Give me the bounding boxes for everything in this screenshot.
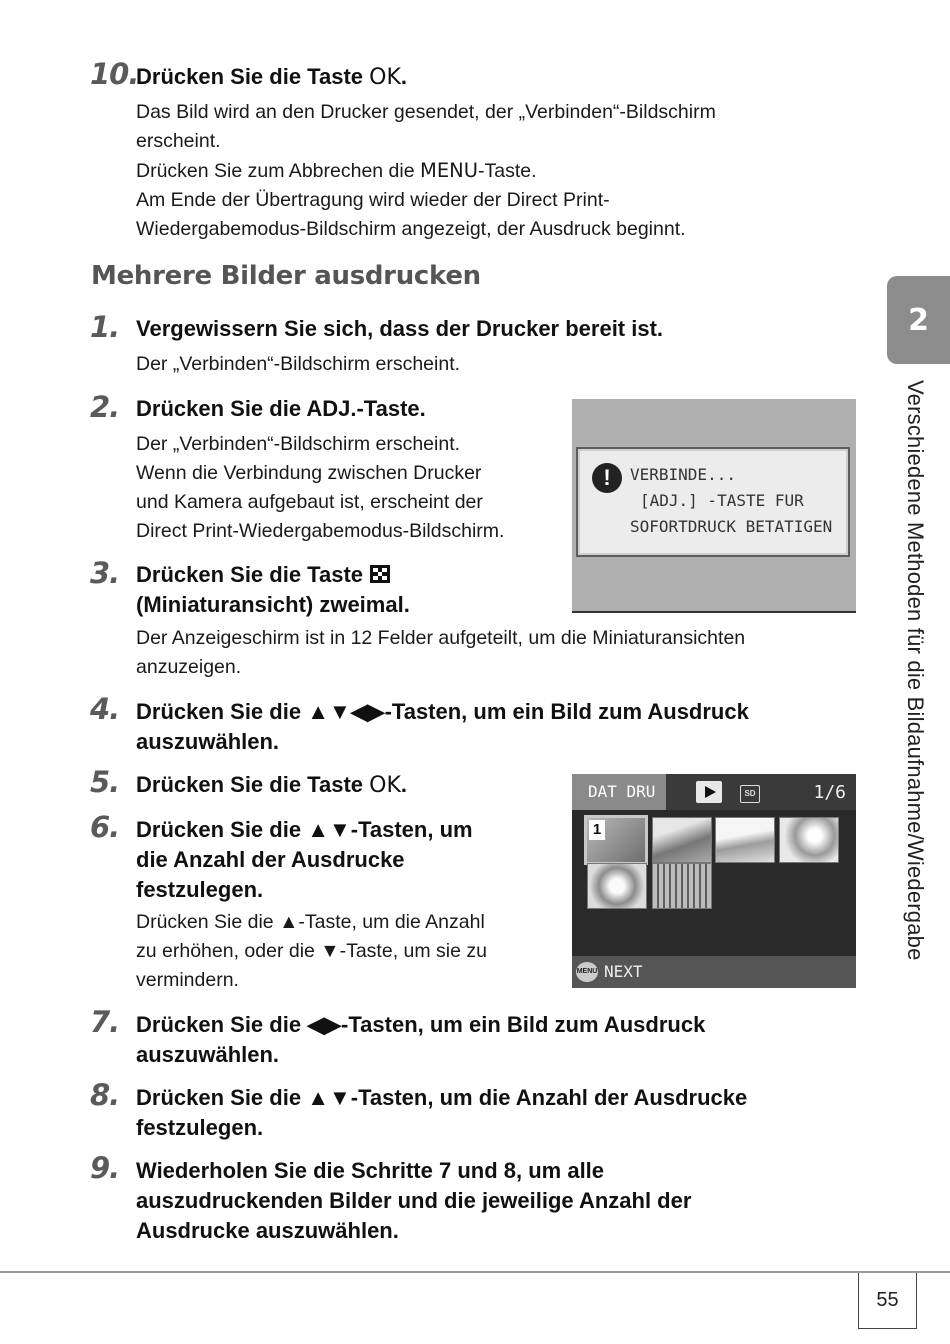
ok-key-label: OK <box>369 65 401 90</box>
body-line-text: Drücken Sie zum Abbrechen die <box>136 160 420 182</box>
step-title <box>136 815 473 905</box>
step-title-text: auszuwählen. <box>136 729 280 754</box>
step-number: 2. <box>90 390 120 424</box>
step-title-text: Drücken Sie die <box>136 1085 308 1110</box>
dialog-line: VERBINDE... <box>630 465 736 484</box>
body-line: Der Anzeigeschirm ist in 12 Felder aufgeteilt, um die Miniaturansichten <box>136 627 746 649</box>
page-number: 55 <box>858 1273 917 1329</box>
arrow-keys-icon: ▲▼ <box>307 1085 351 1110</box>
step-title-punct: . <box>400 64 408 89</box>
thumbnail-selected[interactable] <box>584 815 648 865</box>
thumbnail[interactable] <box>715 817 775 863</box>
step-number: 6. <box>90 810 120 844</box>
footer-divider <box>0 1271 950 1273</box>
arrow-keys-icon: ▲▼◀▶ <box>307 699 385 724</box>
step-number: 8. <box>90 1078 120 1112</box>
menu-key-label: MENU <box>420 159 479 182</box>
connecting-dialog <box>576 447 850 557</box>
step-title-text: auszudruckenden Bilder und die jeweilige Anzahl der <box>136 1188 692 1213</box>
step-title <box>136 62 407 93</box>
step-title-text: -Tasten, um die Anzahl der Ausdrucke <box>350 1085 748 1110</box>
menu-button-icon: MENU <box>576 962 598 982</box>
step-title <box>136 697 749 757</box>
body-line: Das Bild wird an den Drucker gesendet, der „Verbinden“-Bildschirm <box>136 101 716 123</box>
step-number: 4. <box>90 692 120 726</box>
step-title <box>136 1083 747 1143</box>
dialog-line: [ADJ.] -TASTE FUR <box>640 491 804 510</box>
step-title-punct: . <box>400 772 408 797</box>
chapter-tab: 2 <box>887 276 950 364</box>
step-title-text: -Tasten, um <box>350 817 473 842</box>
step-title-text: Wiederholen Sie die Schritte 7 und 8, um alle <box>136 1158 605 1183</box>
step-body: Der „Verbinden“-Bildschirm erscheint. <box>136 353 461 375</box>
body-line: vermindern. <box>136 969 239 991</box>
body-line: Der „Verbinden“-Bildschirm erscheint. <box>136 433 461 455</box>
step-title <box>136 560 410 620</box>
thumbnail[interactable] <box>652 863 712 909</box>
step-title-text: Ausdrucke auszuwählen. <box>136 1218 399 1243</box>
arrow-keys-icon: ▲▼ <box>307 817 351 842</box>
ok-key-label: OK <box>369 773 401 798</box>
step-title <box>136 1010 705 1070</box>
step-number: 9. <box>90 1151 120 1185</box>
step-number: 1. <box>90 310 120 344</box>
body-line: Wenn die Verbindung zwischen Drucker <box>136 462 482 484</box>
step-title-text: Drücken Sie die Taste <box>136 562 370 587</box>
body-line: Wiedergabemodus-Bildschirm angezeigt, der Ausdruck beginnt. <box>136 218 686 240</box>
step-title-text: Drücken Sie die <box>136 817 308 842</box>
body-line: anzuzeigen. <box>136 656 242 678</box>
print-quantity: 1 <box>589 820 605 840</box>
step-title: Vergewissern Sie sich, dass der Drucker bereit ist. <box>136 316 664 341</box>
step-number: 7. <box>90 1005 120 1039</box>
step-title-text: Drücken Sie die <box>136 699 308 724</box>
step-body <box>136 430 504 546</box>
camera-screen-thumbnails <box>572 774 856 988</box>
sd-card-icon: SD <box>740 785 760 803</box>
step-body <box>136 908 487 995</box>
body-line-text: -Taste. <box>478 160 537 182</box>
body-line: erscheint. <box>136 130 221 152</box>
step-title <box>136 770 407 801</box>
body-line: Direct Print-Wiedergabemodus-Bildschirm. <box>136 520 505 542</box>
image-counter: 1/6 <box>813 782 846 803</box>
step-title-text: festzulegen. <box>136 877 264 902</box>
mode-label: DAT DRU <box>572 774 666 810</box>
step-number: 10. <box>90 57 139 91</box>
body-line: und Kamera aufgebaut ist, erscheint der <box>136 491 483 513</box>
step-title-text: Drücken Sie die Taste <box>136 64 370 89</box>
step-body <box>136 624 745 682</box>
body-line: zu erhöhen, oder die ▼-Taste, um sie zu <box>136 940 487 962</box>
step-title-text: (Miniaturansicht) zweimal. <box>136 592 410 617</box>
thumbnail[interactable] <box>779 817 839 863</box>
step-title <box>136 1156 691 1246</box>
thumbnail[interactable] <box>587 863 647 909</box>
screen-footer <box>572 956 856 988</box>
step-body <box>136 98 716 244</box>
body-line <box>136 156 716 186</box>
warning-icon: ! <box>592 463 622 493</box>
next-label: NEXT <box>604 962 643 981</box>
body-line: Am Ende der Übertragung wird wieder der Direct Print- <box>136 189 610 211</box>
dialog-line: SOFORTDRUCK BETATIGEN <box>630 517 833 536</box>
play-icon <box>696 781 722 803</box>
step-title: Drücken Sie die ADJ.-Taste. <box>136 396 426 421</box>
step-title-text: Drücken Sie die Taste <box>136 772 370 797</box>
camera-screen-connecting <box>572 399 856 613</box>
step-title-text: Drücken Sie die <box>136 1012 308 1037</box>
step-number: 3. <box>90 556 120 590</box>
thumbnail-view-icon <box>369 564 391 584</box>
arrow-keys-icon: ◀▶ <box>307 1012 342 1037</box>
chapter-title: Verschiedene Methoden für die Bildaufnahme/Wiedergabe <box>903 380 928 961</box>
step-title-text: -Tasten, um ein Bild zum Ausdruck <box>384 699 749 724</box>
step-number: 5. <box>90 765 120 799</box>
step-title-text: festzulegen. <box>136 1115 264 1140</box>
step-title-text: auszuwählen. <box>136 1042 280 1067</box>
section-heading: Mehrere Bilder ausdrucken <box>91 261 481 291</box>
step-title-text: -Tasten, um ein Bild zum Ausdruck <box>341 1012 706 1037</box>
body-line: Drücken Sie die ▲-Taste, um die Anzahl <box>136 911 485 933</box>
thumbnail[interactable] <box>652 817 712 863</box>
screen-header <box>572 774 856 810</box>
step-title-text: die Anzahl der Ausdrucke <box>136 847 405 872</box>
